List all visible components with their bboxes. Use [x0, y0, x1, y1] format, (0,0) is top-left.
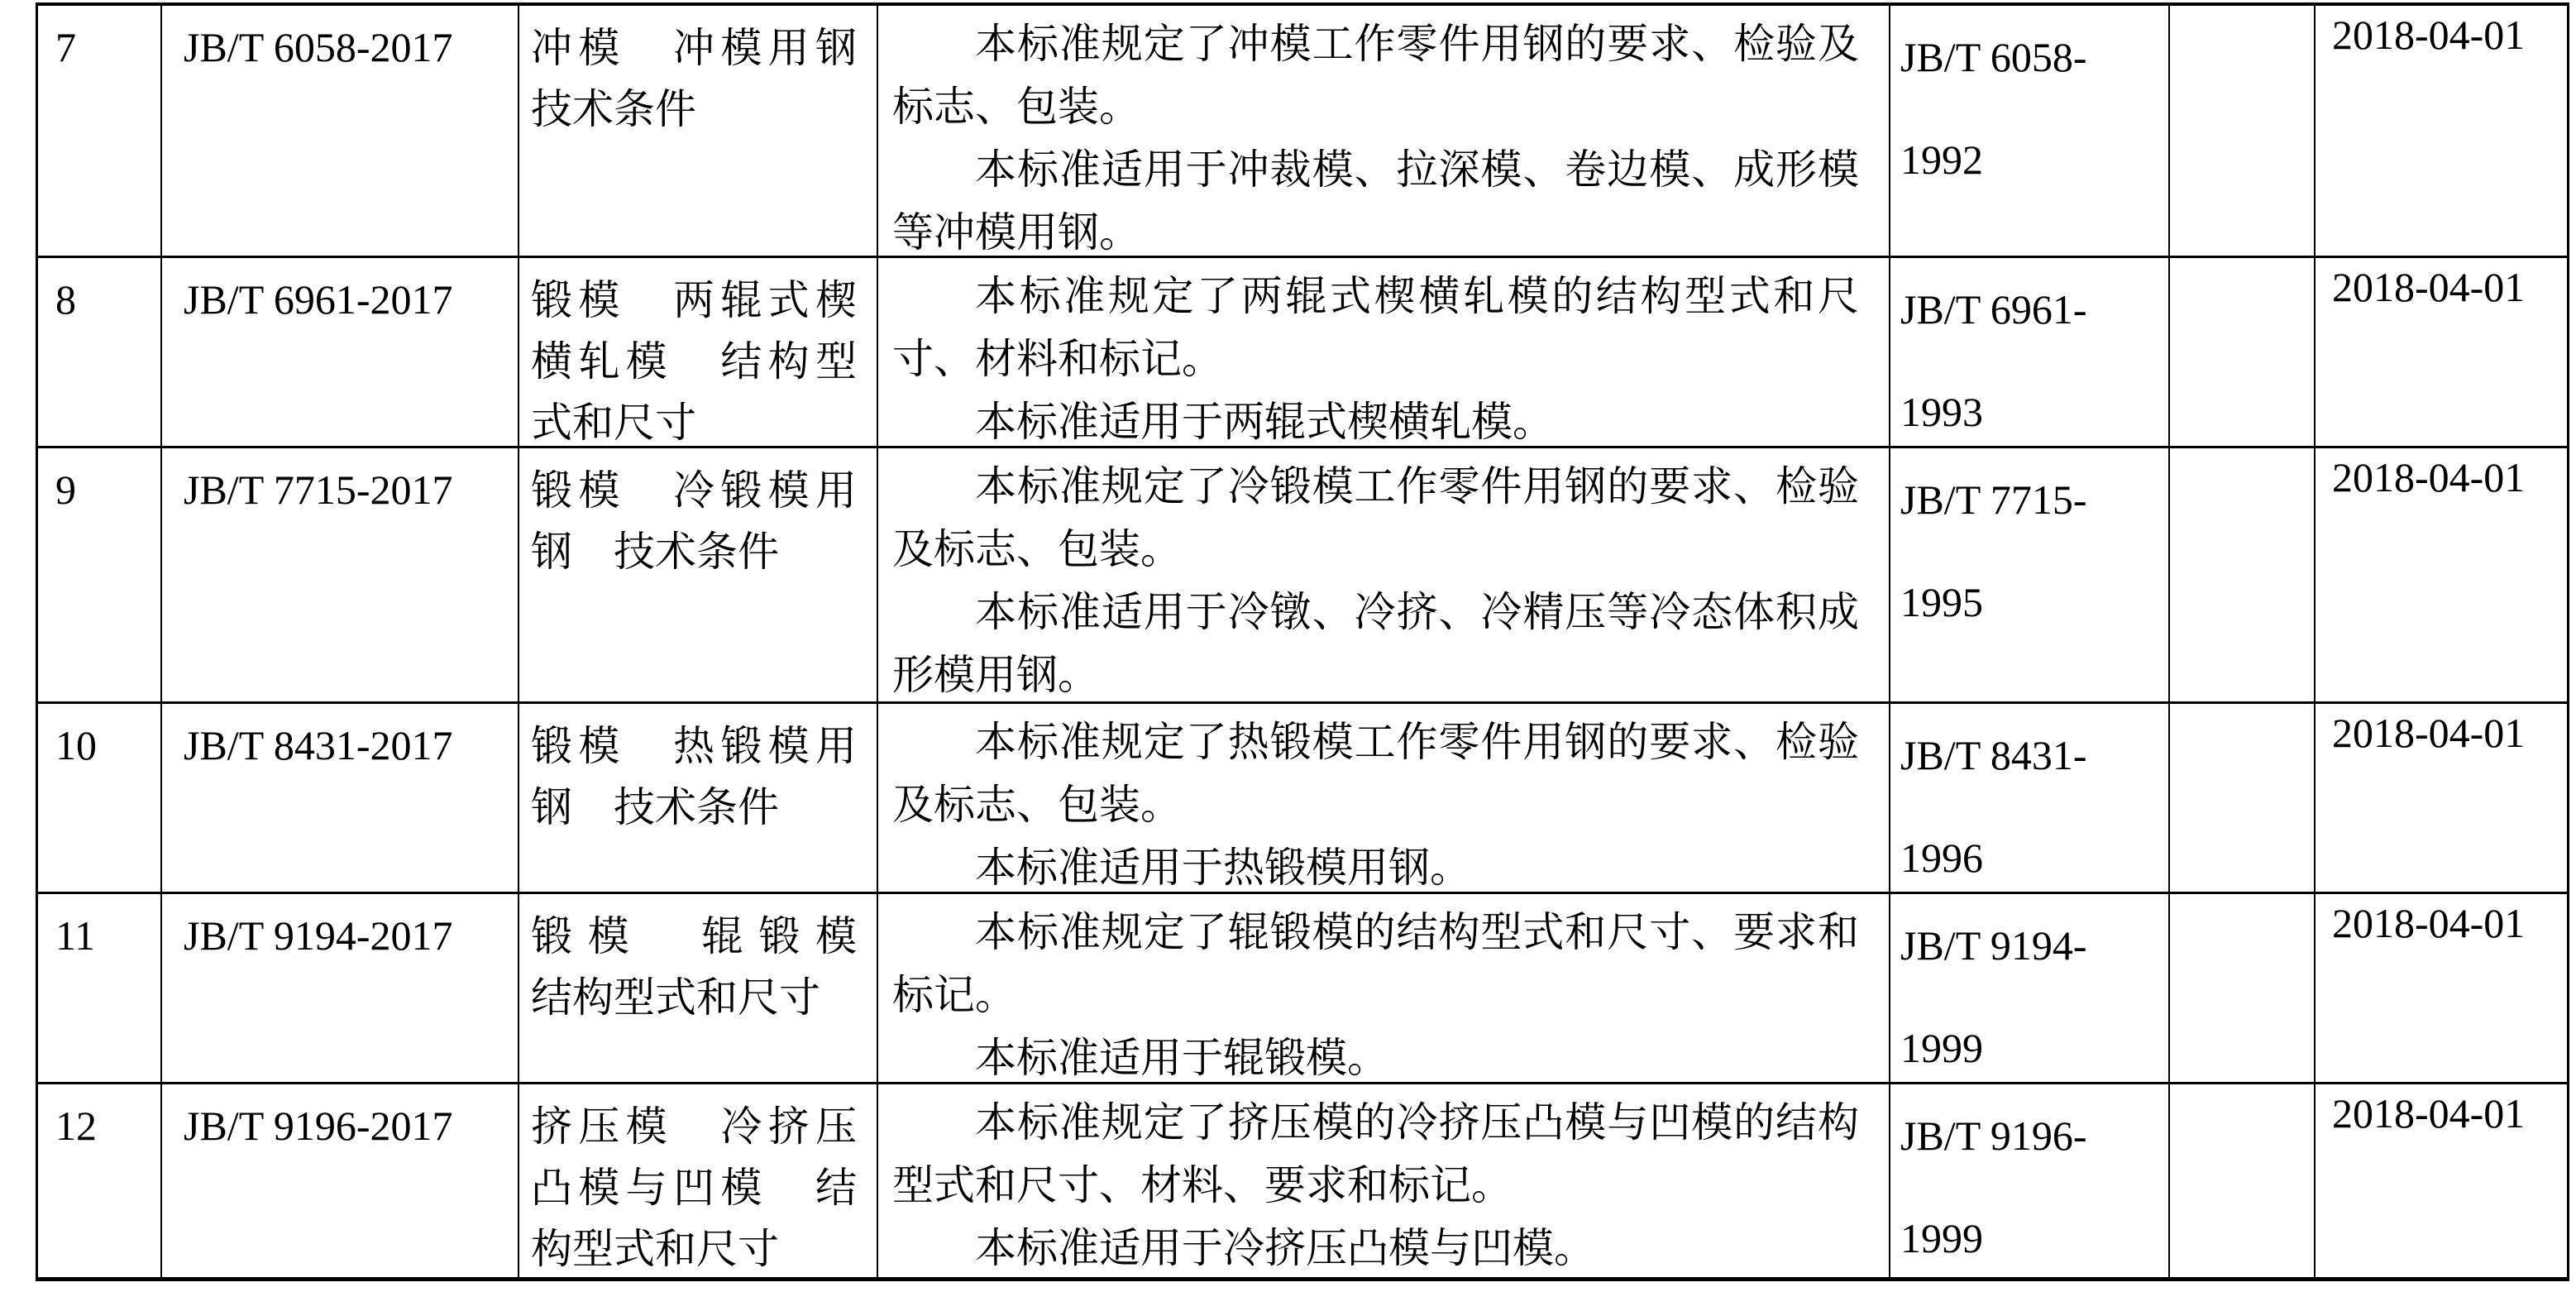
- replaced-standard-cell: JB/T 7715-1995: [1890, 448, 2170, 701]
- standard-code-cell: JB/T 6058-2017: [162, 6, 519, 256]
- row-number-cell: 7: [38, 6, 162, 256]
- standard-name-line: 凸模与凹模 结: [531, 1165, 857, 1211]
- standard-code-cell: JB/T 7715-2017: [162, 448, 519, 701]
- row-number-cell: 12: [38, 1084, 162, 1277]
- empty-cell: [2170, 258, 2316, 446]
- standard-name-line: 钢 技术条件: [531, 784, 779, 830]
- replaced-standard-cell: JB/T 8431-1996: [1890, 704, 2170, 892]
- row-number-cell: 10: [38, 704, 162, 892]
- description-scope: 本标准规定了冷锻模工作零件用钢的要求、检验及标志、包装。: [892, 463, 1859, 572]
- table-row: [38, 258, 2567, 448]
- table-row: [38, 704, 2567, 894]
- table-row: [38, 6, 2567, 258]
- table-row: [38, 448, 2567, 704]
- standard-code-cell: JB/T 9194-2017: [162, 894, 519, 1082]
- empty-cell: [2170, 704, 2316, 892]
- table-row: [38, 1084, 2567, 1277]
- standard-name-cell: [519, 258, 878, 446]
- standard-name-line: 式和尺寸: [531, 400, 696, 446]
- implementation-date-cell: 2018-04-01: [2332, 454, 2526, 500]
- empty-cell: [2170, 1084, 2316, 1277]
- standard-name-line: 构型式和尺寸: [531, 1226, 779, 1272]
- row-number-cell: 9: [38, 448, 162, 701]
- description-applicability: 本标准适用于冲裁模、拉深模、卷边模、成形模等冲模用钢。: [892, 146, 1859, 256]
- description-applicability: 本标准适用于两辊式楔横轧模。: [975, 399, 1554, 445]
- standard-name-line: 锻模 热锻模用: [531, 723, 857, 769]
- description-cell: [878, 6, 1890, 256]
- description-applicability: 本标准适用于辊锻模。: [975, 1035, 1388, 1081]
- description-cell: [878, 704, 1890, 892]
- description-cell: [878, 1084, 1890, 1277]
- standard-name-line: 冲模 冲模用钢: [531, 25, 857, 71]
- description-scope: 本标准规定了热锻模工作零件用钢的要求、检验及标志、包装。: [892, 719, 1859, 828]
- standard-name-cell: [519, 448, 878, 701]
- standards-table: [36, 2, 2569, 1281]
- description-cell: [878, 894, 1890, 1082]
- empty-cell: [2170, 894, 2316, 1082]
- standard-name-line: 横轧模 结构型: [531, 338, 857, 385]
- table-row: [38, 894, 2567, 1084]
- standard-code-cell: JB/T 8431-2017: [162, 704, 519, 892]
- description-scope: 本标准规定了冲模工作零件用钢的要求、检验及标志、包装。: [892, 21, 1859, 130]
- description-applicability: 本标准适用于冷镦、冷挤、冷精压等冷态体积成形模用钢。: [892, 589, 1859, 698]
- description-applicability: 本标准适用于冷挤压凸模与凹模。: [975, 1225, 1595, 1271]
- row-number-cell: 11: [38, 894, 162, 1082]
- standard-code-cell: JB/T 9196-2017: [162, 1084, 519, 1277]
- implementation-date-cell: 2018-04-01: [2332, 900, 2526, 946]
- standard-name-line: 挤压模 冷挤压: [531, 1103, 857, 1150]
- description-scope: 本标准规定了两辊式楔横轧模的结构型式和尺寸、材料和标记。: [892, 273, 1859, 382]
- empty-cell: [2170, 448, 2316, 701]
- description-applicability: 本标准适用于热锻模用钢。: [975, 844, 1471, 891]
- standard-name-line: 锻模 冷锻模用: [531, 467, 857, 514]
- implementation-date-cell: 2018-04-01: [2332, 710, 2526, 756]
- standard-name-line: 锻模 两辊式楔: [531, 277, 857, 323]
- row-number-cell: 8: [38, 258, 162, 446]
- implementation-date-cell: 2018-04-01: [2332, 1090, 2526, 1136]
- standard-name-cell: [519, 704, 878, 892]
- description-scope: 本标准规定了挤压模的冷挤压凸模与凹模的结构型式和尺寸、材料、要求和标记。: [892, 1099, 1859, 1208]
- implementation-date-cell: 2018-04-01: [2332, 12, 2526, 58]
- description-scope: 本标准规定了辊锻模的结构型式和尺寸、要求和标记。: [892, 909, 1859, 1018]
- standard-name-cell: [519, 6, 878, 256]
- implementation-date-cell: 2018-04-01: [2332, 264, 2526, 310]
- standard-name-line: 技术条件: [531, 86, 696, 132]
- replaced-standard-cell: JB/T 9196-1999: [1890, 1084, 2170, 1277]
- replaced-standard-cell: JB/T 6058-1992: [1890, 6, 2170, 256]
- standard-name-line: 结构型式和尺寸: [531, 974, 820, 1021]
- standard-name-cell: [519, 894, 878, 1082]
- replaced-standard-cell: JB/T 6961-1993: [1890, 258, 2170, 446]
- standard-name-line: 钢 技术条件: [531, 529, 779, 575]
- description-cell: [878, 258, 1890, 446]
- standard-name-cell: [519, 1084, 878, 1277]
- empty-cell: [2170, 6, 2316, 256]
- description-cell: [878, 448, 1890, 701]
- replaced-standard-cell: JB/T 9194-1999: [1890, 894, 2170, 1082]
- standard-code-cell: JB/T 6961-2017: [162, 258, 519, 446]
- standard-name-line: 锻模 辊锻模: [531, 913, 857, 959]
